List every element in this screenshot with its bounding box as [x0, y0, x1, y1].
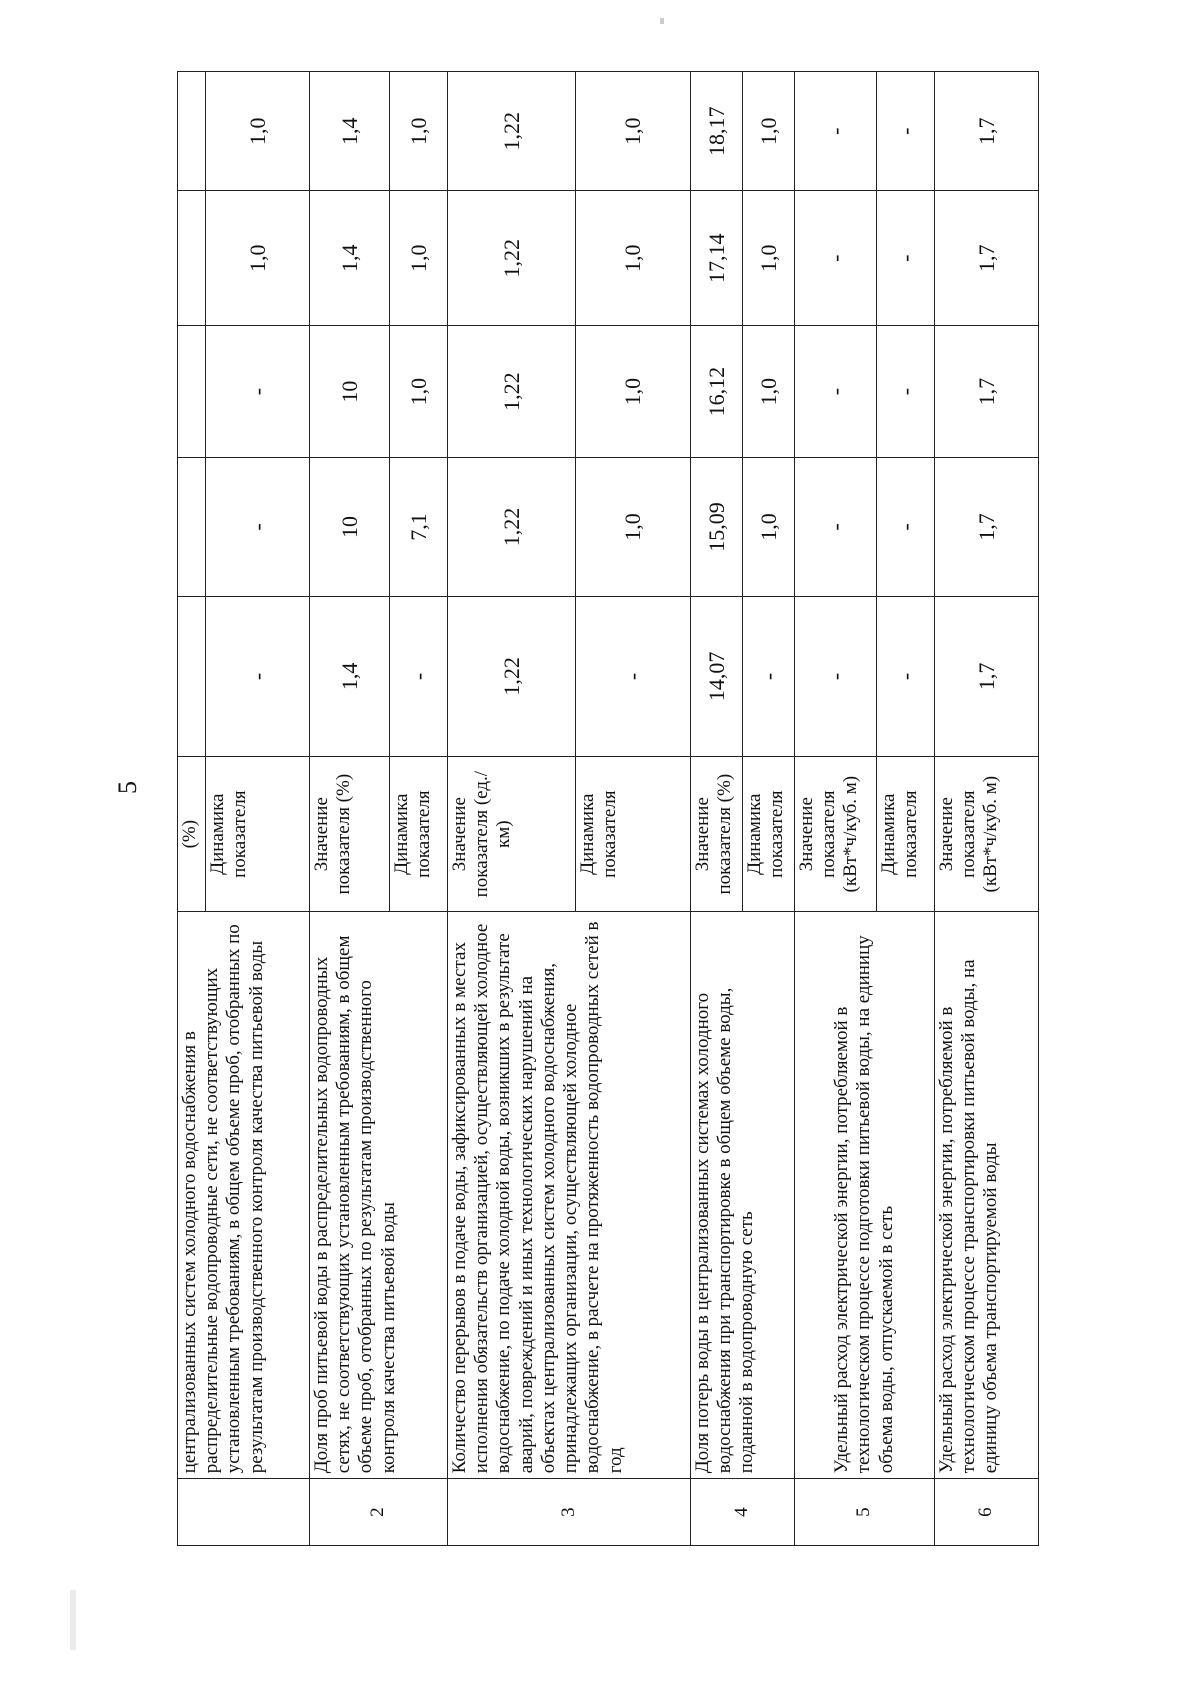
value-cell: 1,0 — [576, 458, 691, 597]
value-cell: - — [206, 326, 310, 458]
table-row — [448, 72, 576, 1546]
row-number: 6 — [935, 1479, 1039, 1546]
indicator-unit: Динамика показателя — [206, 757, 310, 912]
indicator-description: Доля потерь воды в централизованных системах холодного водоснабжения при транспортировке в общем объеме воды, поданной в водопроводную сеть — [691, 912, 795, 1479]
value-cell: 1,4 — [310, 191, 390, 326]
value-cell: 17,14 — [691, 191, 743, 326]
indicator-unit: Значение показателя (%) — [310, 757, 390, 912]
table-row — [310, 72, 390, 1546]
value-cell — [178, 191, 206, 326]
value-cell: 1,22 — [448, 458, 576, 597]
value-cell: 1,0 — [390, 72, 448, 191]
indicator-unit: (%) — [178, 757, 206, 912]
value-cell: 15,09 — [691, 458, 743, 597]
value-cell: 1,7 — [935, 596, 1039, 756]
indicator-unit: Значение показателя (кВт*ч/куб. м) — [935, 757, 1039, 912]
indicator-unit: Динамика показателя — [576, 757, 691, 912]
indicator-unit: Значение показателя (%) — [691, 757, 743, 912]
row-number: 2 — [310, 1479, 448, 1546]
value-cell: - — [877, 72, 935, 191]
value-cell: 1,0 — [743, 72, 795, 191]
value-cell: 16,12 — [691, 326, 743, 458]
value-cell: 1,22 — [448, 326, 576, 458]
value-cell: 10 — [310, 326, 390, 458]
indicator-description: Удельный расход электрической энергии, потребляемой в технологическом процессе подготовки питьевой воды, на единицу объема воды, отпускаемой в сеть — [795, 912, 935, 1479]
value-cell: 1,22 — [448, 596, 576, 756]
value-cell: 1,0 — [390, 191, 448, 326]
value-cell: - — [795, 72, 877, 191]
value-cell — [178, 596, 206, 756]
value-cell: 1,7 — [935, 326, 1039, 458]
value-cell: 1,0 — [206, 72, 310, 191]
row-number — [178, 1479, 310, 1546]
value-cell — [178, 72, 206, 191]
table-row — [935, 72, 1039, 1546]
value-cell: - — [795, 191, 877, 326]
value-cell: 14,07 — [691, 596, 743, 756]
value-cell: - — [877, 596, 935, 756]
value-cell: - — [877, 191, 935, 326]
table-row — [178, 72, 206, 1546]
value-cell: - — [795, 458, 877, 597]
value-cell: 1,0 — [390, 326, 448, 458]
value-cell: - — [390, 596, 448, 756]
scan-artifact — [660, 18, 664, 24]
value-cell: 10 — [310, 458, 390, 597]
value-cell: 1,0 — [576, 191, 691, 326]
table-row — [691, 72, 743, 1546]
value-cell: - — [877, 458, 935, 597]
indicator-unit: Значение показателя (ед./км) — [448, 757, 576, 912]
value-cell: - — [795, 596, 877, 756]
value-cell: 1,0 — [743, 191, 795, 326]
rotated-table-wrapper — [177, 71, 1037, 1546]
scan-artifact — [70, 1590, 76, 1650]
value-cell: 1,7 — [935, 72, 1039, 191]
indicator-description: Количество перерывов в подаче воды, зафиксированных в местах исполнения обязательств организацией, осуществляющей холодное водоснабжение, по подаче холодной воды, возникших в результате аварий, повреждений и иных технологических нарушений на объектах централизованных систем холодного водоснабжения, принадлежащих организации, осуществляющей холодное водоснабжение, в расчете на протяженность водопроводных сетей в год — [448, 912, 691, 1479]
indicator-description: Доля проб питьевой воды в распределительных водопроводных сетях, не соответствующих установленным требованиям, в общем объеме проб, отобранных по результатам производственного контроля качества питьевой воды — [310, 912, 448, 1479]
value-cell — [178, 458, 206, 597]
value-cell: - — [206, 458, 310, 597]
value-cell: 7,1 — [390, 458, 448, 597]
indicator-description: централизованных систем холодного водоснабжения в распределительные водопроводные сети, не соответствующих установленным требованиям, в общем объеме проб, отобранных по результатам производственного контроля качества питьевой воды — [178, 912, 310, 1479]
row-number: 4 — [691, 1479, 795, 1546]
value-cell: - — [795, 326, 877, 458]
page-number: 5 — [113, 781, 142, 794]
value-cell: - — [877, 326, 935, 458]
value-cell: 1,7 — [935, 458, 1039, 597]
value-cell: - — [206, 596, 310, 756]
value-cell: 1,22 — [448, 191, 576, 326]
value-cell: 1,4 — [310, 596, 390, 756]
value-cell: 1,22 — [448, 72, 576, 191]
value-cell: 1,0 — [576, 72, 691, 191]
value-cell: 1,0 — [743, 458, 795, 597]
value-cell: 1,0 — [743, 326, 795, 458]
value-cell: 1,7 — [935, 191, 1039, 326]
indicator-unit: Динамика показателя — [877, 757, 935, 912]
value-cell: 1,0 — [576, 326, 691, 458]
value-cell: - — [576, 596, 691, 756]
indicator-unit: Значение показателя (кВт*ч/куб. м) — [795, 757, 877, 912]
value-cell: 18,17 — [691, 72, 743, 191]
indicator-unit: Динамика показателя — [743, 757, 795, 912]
indicators-table — [177, 71, 1039, 1546]
table-row — [795, 72, 877, 1546]
indicator-description: Удельный расход электрической энергии, потребляемой в технологическом процессе транспортировки питьевой воды, на единицу объема транспортируемой воды — [935, 912, 1039, 1479]
value-cell — [178, 326, 206, 458]
indicator-unit: Динамика показателя — [390, 757, 448, 912]
value-cell: - — [743, 596, 795, 756]
value-cell: 1,4 — [310, 72, 390, 191]
row-number: 3 — [448, 1479, 691, 1546]
row-number: 5 — [795, 1479, 935, 1546]
value-cell: 1,0 — [206, 191, 310, 326]
